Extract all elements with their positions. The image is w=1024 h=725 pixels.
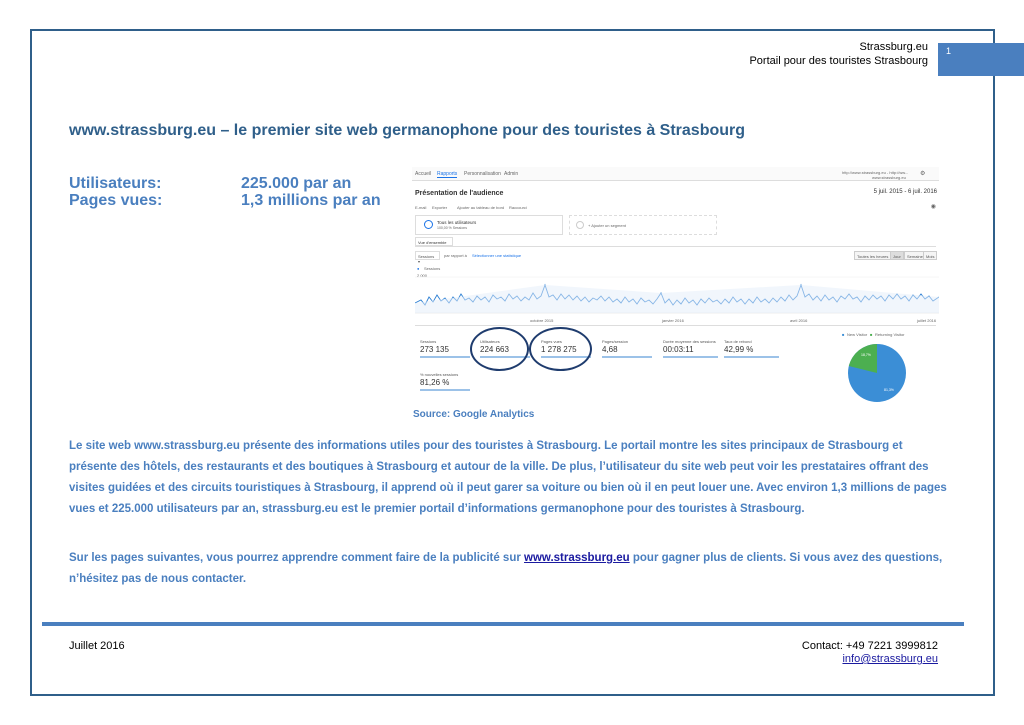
tab-home: Accueil xyxy=(415,171,432,177)
divider xyxy=(415,246,936,247)
overview-tab-label: Vue d'ensemble xyxy=(418,240,447,245)
toolbar-dashboard: Ajouter au tableau de bord xyxy=(457,205,505,210)
metric-label-new-sessions: % nouvelles sessions xyxy=(420,372,459,377)
contact-paragraph-end: pour gagner plus de clients. Si vous avez des questions, n’hésitez pas de nous contacter. xyxy=(69,552,943,585)
stat-row-users xyxy=(69,175,381,192)
footer-email-link[interactable]: info@strassburg.eu xyxy=(842,653,938,665)
metric-value-new-sessions: 81,26 % xyxy=(420,378,450,387)
compare-label: par rapport à xyxy=(444,253,467,258)
sparkline xyxy=(602,356,652,358)
eye-icon: ◉ xyxy=(930,204,936,210)
source-caption: Source: Google Analytics xyxy=(413,409,535,420)
legend-swatch-new-icon: ■ xyxy=(842,332,845,337)
page-title: www.strassburg.eu – le premier site web germanophone pour des touristes à Strasbourg xyxy=(69,122,746,139)
toolbar-email: E-mail xyxy=(415,205,427,210)
stat-value: 1,3 millions par an xyxy=(241,192,381,209)
segment-all-users xyxy=(415,215,563,235)
overview-tab xyxy=(415,237,453,246)
analytics-account-sub: www.strassburg.eu xyxy=(872,175,906,180)
legend-swatch-returning-icon: ■ xyxy=(870,332,873,337)
analytics-account: http://www.strassburg.eu - http://ww... xyxy=(842,170,909,175)
metric-label-duration: Durée moyenne des sessions xyxy=(663,339,716,344)
tab-reports: Rapports xyxy=(437,171,458,177)
metric-value-users: 224 663 xyxy=(480,345,509,354)
metric-select: Sessions ▾ xyxy=(415,251,440,260)
analytics-screenshot xyxy=(412,167,939,403)
period-week: Semaine xyxy=(904,251,926,260)
sparkline xyxy=(420,389,470,391)
analytics-topbar xyxy=(412,167,939,181)
metric-value-pages-per-session: 4,68 xyxy=(602,345,618,354)
footer-rule xyxy=(42,622,964,626)
metric-label-sessions: Sessions xyxy=(420,339,437,344)
settings-gear-icon: ⚙ xyxy=(920,171,926,177)
segment-label: Tous les utilisateurs xyxy=(437,220,477,225)
series-dot-icon: ● xyxy=(417,266,420,271)
toolbar-shortcut: Raccourci xyxy=(509,205,527,210)
legend-returning-visitor: Returning Visitor xyxy=(875,332,905,337)
metric-label-bounce: Taux de rebond xyxy=(724,339,752,344)
contact-paragraph-start: Sur les pages suivantes, vous pourrez apprendre comment faire de la publicité sur xyxy=(69,552,525,564)
stats-block xyxy=(69,175,381,209)
pie-value-new: 81,3% xyxy=(884,388,894,392)
segment-add xyxy=(569,215,717,235)
compare-link: Sélectionner une statistique xyxy=(472,253,522,258)
period-month: Mois xyxy=(923,251,937,260)
x-axis-label-apr: avril 2016 xyxy=(790,318,808,323)
metric-value-pageviews: 1 278 275 xyxy=(541,345,577,354)
stat-value: 225.000 par an xyxy=(241,175,352,192)
header-subtitle: Portail pour des touristes Strasbourg xyxy=(749,55,928,67)
metric-label-pages-per-session: Pages/session xyxy=(602,339,629,344)
metric-value-bounce: 42,99 % xyxy=(724,345,754,354)
header-site: Strassburg.eu xyxy=(859,41,928,53)
sparkline xyxy=(724,356,779,358)
x-axis-label-oct: octobre 2015 xyxy=(530,318,554,323)
series-label: Sessions xyxy=(424,266,441,271)
x-axis-label-jul: juillet 2016 xyxy=(917,318,937,323)
segment-sub: 100,00 % Sessions xyxy=(437,226,467,230)
metric-label-users: Utilisateurs xyxy=(480,339,500,344)
period-hourly: Toutes les heures xyxy=(854,251,891,260)
period-day: Jour xyxy=(890,251,904,260)
visitor-pie-chart xyxy=(847,343,907,403)
website-link[interactable]: www.strassburg.eu xyxy=(524,552,630,564)
stat-row-pageviews xyxy=(69,192,381,209)
y-axis-label: 2 000 xyxy=(417,273,428,278)
x-axis-label-jan: janvier 2016 xyxy=(662,318,684,323)
date-range: 5 juil. 2015 - 6 juil. 2016 xyxy=(873,189,937,195)
page-number: 1 xyxy=(946,46,952,56)
pie-value-returning: 18,7% xyxy=(861,353,871,357)
metric-select-label: Sessions xyxy=(418,254,435,259)
segment-circle-icon xyxy=(424,220,433,229)
footer-contact xyxy=(802,640,938,666)
toolbar-export: Exporter xyxy=(432,205,448,210)
contact-paragraph xyxy=(69,548,949,590)
footer-phone: Contact: +49 7221 3999812 xyxy=(801,640,938,652)
stat-label: Utilisateurs: xyxy=(69,175,162,192)
stat-label: Pages vues: xyxy=(69,192,163,209)
highlight-circle-users xyxy=(470,327,529,371)
sessions-line-chart xyxy=(415,275,939,321)
highlight-circle-pageviews xyxy=(529,327,592,371)
tab-customization: Personnalisation xyxy=(464,171,501,177)
tab-admin: Admin xyxy=(504,171,519,177)
page-header xyxy=(749,40,928,68)
segment-empty-icon xyxy=(576,221,584,229)
footer-date: Juillet 2016 xyxy=(69,640,125,652)
metric-value-sessions: 273 135 xyxy=(420,345,449,354)
sparkline xyxy=(420,356,470,358)
divider xyxy=(415,325,936,326)
legend-new-visitor: New Visitor xyxy=(847,332,868,337)
intro-paragraph: Le site web www.strassburg.eu présente des informations utiles pour des touristes à Strasbourg. Le portail montre les sites principaux de Strasbourg et présente des hôtels, des restaurants et des boutiques à Strasbourg et autour de la ville. De plus, l’utilisateur du site web peut voir les prestataires offrant des visites guidées et des circuits touristiques à Strasbourg, il apprend où il peut garer sa voiture ou bien où il en peut louer une. Avec environ 1,3 millions de pages vues et 225.000 utilisateurs par an, strassburg.eu est le premier portail d’informations germanophone pour des touristes à Strasbourg. xyxy=(69,440,947,515)
sparkline xyxy=(663,356,718,358)
metric-label-pageviews: Pages vues xyxy=(541,339,562,344)
segment-add-label: + Ajouter un segment xyxy=(588,223,626,228)
metric-value-duration: 00:03:11 xyxy=(663,345,694,354)
report-title: Présentation de l'audience xyxy=(415,190,504,197)
